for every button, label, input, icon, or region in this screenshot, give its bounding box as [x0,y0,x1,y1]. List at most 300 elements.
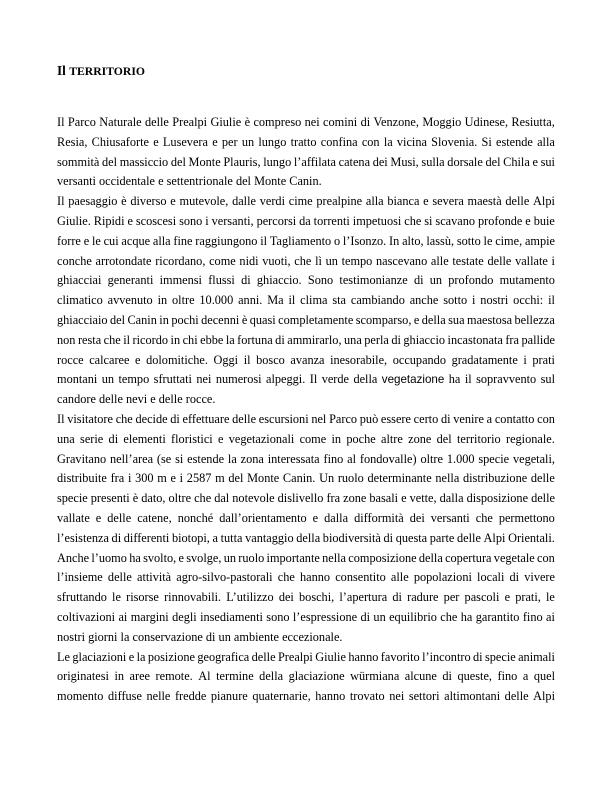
word: della [418,550,443,565]
word: dolomitiche. [146,352,208,367]
text-line [57,153,555,173]
word: con [537,411,555,426]
word: mutevole, [179,194,229,209]
word: risorse [126,590,159,605]
word: rocce [57,352,84,367]
word: delle [530,471,555,486]
heading-main: TERRITORIO [69,65,145,78]
word: nevi [125,392,151,407]
text-line [57,331,555,351]
word: sul [540,372,555,387]
word: percorsi [256,213,297,228]
word: prati, [515,590,541,605]
word: a [212,530,218,545]
text-line [57,133,555,153]
word: gradatamente [451,352,518,367]
word: climatico [57,293,103,308]
word: Udinese, [464,115,509,129]
word: in [159,312,169,327]
word: di [392,590,402,605]
word: garantito [475,609,520,624]
word: Canin. [289,174,322,189]
word: lungo [258,134,287,149]
word: il [260,233,268,248]
word: sono [179,213,203,228]
word: catene, [137,510,172,525]
word: alle [390,570,409,585]
word: i [179,471,184,486]
word: fra [326,491,341,506]
word: vette, [409,491,437,506]
word: escursioni [258,411,309,426]
word: l’incontro [422,649,471,664]
word: oltre [172,293,195,308]
word: dorsale [447,154,483,169]
word: per [221,134,238,149]
word: di [383,530,394,545]
word: nelle [146,689,171,704]
word: arrotondate [95,253,152,268]
word: vicina [396,134,427,149]
word: Venzone, [373,115,419,129]
text-line [57,489,555,509]
text-line [57,212,555,232]
word: è [241,312,248,327]
word: della [421,312,446,327]
word: perla [364,332,389,347]
word: che [103,332,121,347]
word: versanti [57,174,100,189]
word: cime, [495,233,523,248]
word: e [150,392,159,407]
word: montani [57,372,98,387]
word: cime [288,194,313,209]
word: interessata [267,451,320,466]
text-line [57,252,555,272]
word: attività [136,570,172,585]
word: eccezionale. [282,629,343,644]
word: Alpi [533,689,555,704]
word: fredde [174,689,207,704]
word: non [57,332,76,347]
word: regionale. [505,431,555,446]
word: sfruttando [57,590,107,605]
word: prealpine [316,194,363,209]
word: nell’area [110,451,154,466]
text-line [57,648,555,668]
word: e [127,213,133,228]
word: ambiente [233,629,283,644]
word: di [108,431,119,446]
word: oltre [168,491,192,506]
word: e [217,431,224,446]
word: vallate [515,253,548,268]
word: tratto [290,134,317,149]
word: ricordano, [155,253,206,268]
word: würmiana [350,669,400,684]
word: di [413,273,424,288]
text-line [57,549,555,569]
word: sopravvento [476,372,537,387]
word: ghiaccio [403,332,446,347]
text-line [57,410,555,430]
word: Chiusaforte [91,134,149,149]
word: verdi [259,194,285,209]
word: L’utilizzo [226,590,274,605]
text-line [57,430,555,450]
word: vivere [524,570,555,585]
word: popolazioni [413,570,472,585]
word: nei [196,372,212,387]
word: Monte [254,174,290,189]
word: un [218,629,234,644]
word: Naturale [99,115,142,129]
word: Il [57,115,65,129]
body-text [57,113,555,707]
word: Il [57,411,65,426]
word: pascoli [464,590,500,605]
word: determinante [367,471,432,486]
word: del [485,154,501,169]
word: svolto, [143,550,177,565]
word: con [361,134,380,149]
word: Ripidi [93,213,125,228]
word: e [212,134,218,149]
word: della [353,372,378,387]
word: fortuna [237,332,273,347]
word: le [545,590,555,605]
word: Monte [188,154,221,169]
word: presenti [90,491,130,506]
word: e [83,233,90,248]
text-line [57,271,555,291]
word: degli [172,609,197,624]
word: paesaggio [68,194,118,209]
word: m [157,471,167,486]
word: consentito [335,570,386,585]
word: biodiversità [322,530,381,545]
word: ghiacciai [57,273,102,288]
word: Anche [57,550,90,565]
word: altre [381,431,403,446]
word: occhi: [513,293,544,308]
word: ebbe [200,332,224,347]
text-line [57,192,555,212]
word: testimonianze [339,273,408,288]
word: equilibrio [389,609,437,624]
word: compreso [253,115,302,129]
word: un [101,372,115,387]
word: comini [323,115,358,129]
word: nella [435,471,460,486]
word: locali [477,570,505,585]
word: di [275,332,285,347]
word: l’apertura [339,590,388,605]
word: delle [232,411,257,426]
document-page [57,62,555,707]
word: vegetazione [381,373,445,387]
word: e [423,194,429,209]
word: dalla [324,510,349,525]
word: Canin. [282,471,316,486]
word: notevole [232,491,275,506]
word: serie [80,431,104,446]
word: nella [322,550,347,565]
word: sta [332,293,347,308]
word: nel [311,411,327,426]
word: le [112,590,121,605]
word: avanza [290,352,325,367]
word: ha [460,609,473,624]
word: delle [107,570,132,585]
word: Plauris, [223,154,261,169]
word: zone [408,431,432,446]
text-line [57,311,555,331]
word: delle [504,689,529,704]
word: e [413,312,420,327]
word: sotto [443,293,468,308]
word: di [391,332,401,347]
text-line [57,667,555,687]
word: cui [103,233,119,248]
word: sommità [57,154,100,169]
word: 300 [135,471,154,486]
word: zona [240,451,264,466]
word: oltre [420,451,443,466]
word: settori [408,689,440,704]
word: con [537,550,555,565]
text-line [57,450,555,470]
word: sua [448,312,465,327]
word: di [509,570,520,585]
word: i [472,293,476,308]
word: e [95,510,102,525]
word: dei [278,590,294,605]
word: lassù, [426,233,455,248]
word: profonde [477,213,523,228]
word: di [440,411,451,426]
word: può [359,411,379,426]
word: svolge, [186,550,222,565]
word: e [170,471,176,486]
word: vegetali, [512,451,555,466]
word: ricordo [132,332,169,347]
word: 1.000 [446,451,475,466]
word: si [424,213,433,228]
word: Musi, [390,154,419,169]
text-line [57,172,555,192]
word: si [175,451,184,466]
word: sui [540,154,555,169]
word: un [223,550,237,565]
word: distribuzione [462,471,528,486]
word: quel [533,669,555,684]
word: momento [57,689,104,704]
word: e [153,134,159,149]
word: che [475,510,493,525]
word: un [325,253,338,268]
word: delle [531,491,555,506]
word: lungo [263,154,292,169]
word: vuoti, [262,253,291,268]
word: Resia, [57,134,88,149]
word: da [299,213,311,228]
word: il [243,352,251,367]
word: biotopi, [171,530,210,545]
word: l’espressione [292,609,358,624]
word: Un [319,471,335,486]
word: occupando [392,352,446,367]
word: essere [380,411,411,426]
word: cambiando [350,293,405,308]
word: dei [372,154,388,169]
heading-prefix: Il [57,63,70,78]
word: hanno [300,570,331,585]
word: le [91,233,101,248]
word: delle [251,649,276,664]
word: fra [110,471,125,486]
word: inesorabile, [330,352,388,367]
word: impetuosi [352,213,402,228]
word: animali [518,649,555,664]
word: alla [537,134,555,149]
word: decide [135,411,168,426]
word: torrenti [313,213,350,228]
word: sulla [421,154,445,169]
word: flussi [208,273,235,288]
word: di [205,629,219,644]
word: in [170,332,181,347]
word: pianure [210,689,248,704]
word: catena [338,154,371,169]
word: è [121,194,127,209]
word: nei [304,115,320,129]
word: scomparso, [355,312,412,327]
word: distribuite [57,471,107,486]
word: in [157,293,168,308]
word: scoscesi [135,213,177,228]
word: dato, [141,491,166,506]
word: confina [320,134,358,149]
word: maestà [467,194,502,209]
word: occidentale [99,174,159,189]
word: queste, [457,669,492,684]
word: del [235,174,255,189]
text-line [57,628,555,648]
word: disposizione [466,491,529,506]
word: alcune [404,669,437,684]
section-heading [57,62,555,80]
word: del [102,154,118,169]
word: dislivello [277,491,324,506]
word: glaciazione [288,669,345,684]
word: è [244,115,251,129]
word: nonché [177,510,214,525]
word: dall’orientamento [219,510,307,525]
word: che [115,411,133,426]
word: difformità [354,510,404,525]
word: vegetazionali [228,431,295,446]
word: alpeggi. [266,372,306,387]
word: e [401,491,407,506]
word: floristici [171,431,213,446]
word: originatesi [57,669,109,684]
text-line [57,351,555,371]
word: numerosi [215,372,262,387]
word: nascevano [376,253,428,268]
word: Al [198,669,211,684]
word: maestosa [467,312,513,327]
word: di [360,609,371,624]
word: e [312,510,319,525]
word: rinnovabili. [164,590,222,605]
word: ai [118,609,128,624]
word: pallide [521,332,555,347]
word: territorio [456,431,501,446]
word: alle [430,253,449,268]
word: di [360,115,371,129]
word: venire [453,411,484,426]
word: Slovenia. [431,134,478,149]
word: l’insieme [57,570,103,585]
word: visitatore [67,411,113,426]
word: ghiacciaio [57,312,108,327]
word: i [205,213,209,228]
text-line [57,588,555,608]
word: che [194,491,212,506]
word: tempo [118,372,150,387]
word: calcaree [89,352,130,367]
word: termine [216,669,254,684]
text-line [57,529,555,549]
word: delle [144,115,169,129]
word: Orientali. [508,530,555,545]
word: specie [57,491,88,506]
word: trovato [349,689,385,704]
word: e [178,550,184,565]
word: immensi [159,273,202,288]
word: glaciazioni [72,649,127,664]
word: Prealpi [277,649,313,664]
word: giorni [88,629,121,644]
word: la [120,629,133,644]
word: Chila [503,154,530,169]
word: quaternarie, [252,689,311,704]
word: di [473,649,483,664]
word: ruolo [238,550,265,565]
word: agro-silvo-pastorali [176,570,273,585]
word: nidi [239,253,259,268]
word: massiccio [119,154,169,169]
word: Si [481,134,492,149]
word: favorito [380,649,420,664]
word: incastonata [447,332,503,347]
word: a [522,669,529,684]
word: un [429,273,443,288]
word: come [299,431,327,446]
word: Moggio [422,115,462,129]
word: fra [505,332,519,347]
word: prati [532,352,555,367]
word: hanno [315,689,346,704]
word: differenti [123,530,170,545]
word: geografica [197,649,250,664]
word: fino [497,669,518,684]
word: bianca [387,194,420,209]
word: remote. [155,669,193,684]
word: Tagliamento [269,233,332,248]
word: vantaggio [245,530,294,545]
